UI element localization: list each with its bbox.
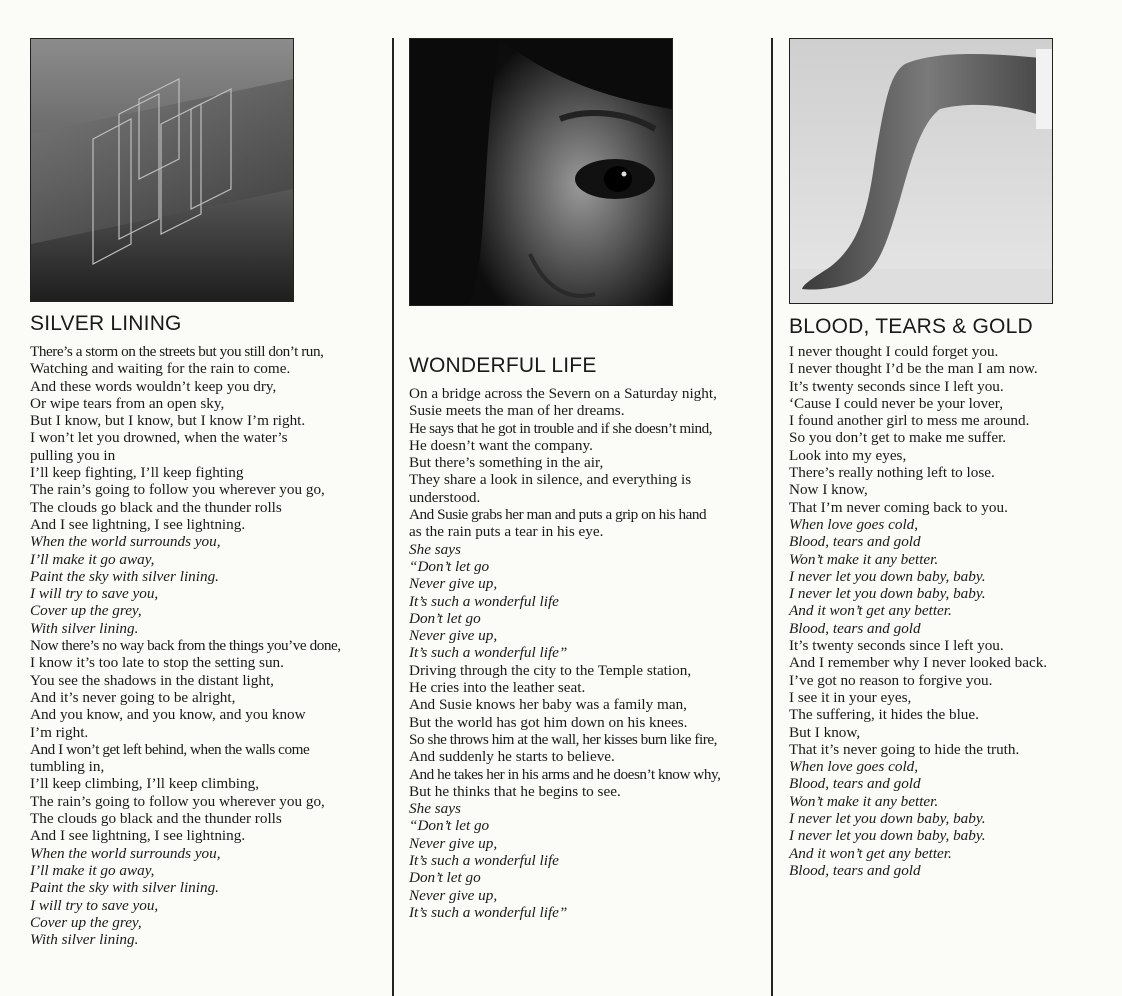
lyric-line: That I’m never coming back to you. bbox=[789, 498, 1008, 516]
lyric-line: I know it’s too late to stop the setting sun. bbox=[30, 654, 284, 672]
lyric-line: pulling you in bbox=[30, 446, 116, 464]
lyric-line: “Don’t let go bbox=[409, 817, 490, 835]
lyrics-block bbox=[789, 343, 1047, 879]
lyric-line: I’ll keep fighting, I’ll keep fighting bbox=[30, 464, 244, 482]
song-title: BLOOD, TEARS & GOLD bbox=[789, 315, 1033, 338]
lyric-line: And you know, and you know, and you know bbox=[30, 706, 306, 724]
lyric-line: And I remember why I never looked back. bbox=[789, 654, 1048, 672]
lyric-line: It’s twenty seconds since I left you. bbox=[789, 637, 1004, 655]
jp-logo-artwork-icon bbox=[30, 38, 294, 302]
lyric-line: And it won’t get any better. bbox=[789, 602, 952, 620]
lyric-line: There’s a storm on the streets but you still don’t run, bbox=[30, 343, 324, 360]
lyric-line: When love goes cold, bbox=[789, 515, 919, 533]
lyric-line: Watching and waiting for the rain to come. bbox=[30, 360, 291, 378]
lyric-line: Now there’s no way back from the things you’ve done, bbox=[30, 637, 341, 655]
lyric-line: It’s twenty seconds since I left you. bbox=[789, 377, 1004, 395]
lyric-line: He cries into the leather seat. bbox=[409, 679, 586, 697]
lyric-line: Paint the sky with silver lining. bbox=[30, 567, 219, 585]
lyric-line: And Susie grabs her man and puts a grip on his hand bbox=[409, 506, 707, 524]
lyric-line: The rain’s going to follow you wherever you go, bbox=[30, 481, 325, 499]
lyric-line: So you don’t get to make me suffer. bbox=[789, 429, 1007, 447]
lyric-line: I never let you down baby, baby. bbox=[789, 567, 986, 585]
lyric-line: Never give up, bbox=[409, 575, 498, 593]
lyric-line: You see the shadows in the distant light, bbox=[30, 671, 274, 689]
lyric-line: So she throws him at the wall, her kisses burn like fire, bbox=[409, 730, 717, 748]
lyric-line: Cover up the grey, bbox=[30, 913, 142, 931]
lyric-line: I never thought I’d be the man I am now. bbox=[789, 360, 1038, 378]
lyric-line: The clouds go black and the thunder rolls bbox=[30, 810, 282, 828]
lyric-line: And suddenly he starts to believe. bbox=[409, 748, 615, 766]
lyric-line: I never let you down baby, baby. bbox=[789, 585, 986, 603]
face-closeup-photo-icon bbox=[409, 38, 673, 306]
lyric-line: It’s such a wonderful life bbox=[409, 852, 559, 870]
lyric-line: I never let you down baby, baby. bbox=[789, 810, 986, 828]
lyric-line: And these words wouldn’t keep you dry, bbox=[30, 377, 277, 395]
lyric-line: I will try to save you, bbox=[30, 896, 159, 914]
lyric-line: I found another girl to mess me around. bbox=[789, 412, 1030, 430]
lyric-line: Driving through the city to the Temple station, bbox=[409, 661, 692, 679]
lyric-line: But I know, bbox=[789, 723, 861, 741]
lyric-line: He doesn’t want the company. bbox=[409, 436, 593, 454]
leg-photo-icon bbox=[789, 38, 1053, 304]
lyric-line: Paint the sky with silver lining. bbox=[30, 879, 219, 897]
lyric-line: But there’s something in the air, bbox=[409, 454, 604, 472]
column-divider bbox=[771, 38, 773, 996]
lyric-line: Won’t make it any better. bbox=[789, 550, 939, 568]
lyric-line: With silver lining. bbox=[30, 619, 139, 637]
lyric-line: Won’t make it any better. bbox=[789, 792, 939, 810]
lyric-line: tumbling in, bbox=[30, 758, 105, 776]
lyric-line: understood. bbox=[409, 488, 481, 506]
column-divider bbox=[392, 38, 394, 996]
lyric-line: Don’t let go bbox=[409, 869, 481, 887]
lyric-line: I’ll make it go away, bbox=[30, 550, 155, 568]
lyric-line: as the rain puts a tear in his eye. bbox=[409, 523, 604, 541]
lyric-line: “Don’t let go bbox=[409, 557, 490, 575]
song-title: WONDERFUL LIFE bbox=[409, 354, 597, 377]
lyrics-block bbox=[30, 343, 341, 948]
lyric-line: Or wipe tears from an open sky, bbox=[30, 394, 225, 412]
lyric-line: Blood, tears and gold bbox=[789, 775, 921, 793]
lyric-line: Blood, tears and gold bbox=[789, 619, 921, 637]
lyric-line: And Susie knows her baby was a family man, bbox=[409, 696, 687, 714]
lyric-line: And he takes her in his arms and he doesn’t know why, bbox=[409, 765, 721, 783]
lyric-line: I won’t let you drowned, when the water’s bbox=[30, 429, 288, 447]
lyric-line: I’ll make it go away, bbox=[30, 861, 155, 879]
lyric-line: When love goes cold, bbox=[789, 758, 919, 776]
lyric-line: But he thinks that he begins to see. bbox=[409, 782, 621, 800]
lyric-line: And I see lightning, I see lightning. bbox=[30, 827, 246, 845]
lyric-line: That it’s never going to hide the truth. bbox=[789, 740, 1020, 758]
lyric-line: Look into my eyes, bbox=[789, 446, 907, 464]
lyric-line: I will try to save you, bbox=[30, 585, 159, 603]
lyric-line: When the world surrounds you, bbox=[30, 533, 221, 551]
song-title: SILVER LINING bbox=[30, 312, 182, 335]
lyric-line: There’s really nothing left to lose. bbox=[789, 464, 995, 482]
lyric-line: The suffering, it hides the blue. bbox=[789, 706, 979, 724]
lyric-line: I never thought I could forget you. bbox=[789, 343, 999, 360]
lyric-line: And it won’t get any better. bbox=[789, 844, 952, 862]
lyric-line: Susie meets the man of her dreams. bbox=[409, 402, 625, 420]
lyric-line: Cover up the grey, bbox=[30, 602, 142, 620]
lyric-line: But I know, but I know, but I know I’m right. bbox=[30, 412, 306, 430]
lyric-line: Never give up, bbox=[409, 886, 498, 904]
lyric-line: The rain’s going to follow you wherever you go, bbox=[30, 792, 325, 810]
lyric-line: I’ll keep climbing, I’ll keep climbing, bbox=[30, 775, 260, 793]
lyric-line: Never give up, bbox=[409, 627, 498, 645]
lyric-line: And I see lightning, I see lightning. bbox=[30, 515, 246, 533]
lyric-line: ‘Cause I could never be your lover, bbox=[789, 394, 1004, 412]
lyric-line: And I won’t get left behind, when the walls come bbox=[30, 740, 310, 758]
lyric-line: He says that he got in trouble and if she doesn’t mind, bbox=[409, 419, 713, 437]
lyric-line: And it’s never going to be alright, bbox=[30, 688, 236, 706]
lyric-line: She says bbox=[409, 540, 461, 558]
lyric-line: Now I know, bbox=[789, 481, 868, 499]
lyric-line: Blood, tears and gold bbox=[789, 861, 921, 879]
lyric-line: It’s such a wonderful life” bbox=[409, 644, 568, 662]
lyric-line: I never let you down baby, baby. bbox=[789, 827, 986, 845]
lyric-line: I see it in your eyes, bbox=[789, 688, 912, 706]
lyric-line: But the world has got him down on his knees. bbox=[409, 713, 688, 731]
lyric-line: Blood, tears and gold bbox=[789, 533, 921, 551]
lyric-line: On a bridge across the Severn on a Saturday night, bbox=[409, 385, 717, 402]
lyric-line: When the world surrounds you, bbox=[30, 844, 221, 862]
lyrics-block bbox=[409, 385, 720, 921]
lyric-line: Never give up, bbox=[409, 834, 498, 852]
lyric-line: I’m right. bbox=[30, 723, 89, 741]
lyric-line: It’s such a wonderful life bbox=[409, 592, 559, 610]
lyric-line: I’ve got no reason to forgive you. bbox=[789, 671, 993, 689]
lyric-line: Don’t let go bbox=[409, 609, 481, 627]
lyric-line: The clouds go black and the thunder rolls bbox=[30, 498, 282, 516]
lyric-line: They share a look in silence, and everything is bbox=[409, 471, 692, 489]
lyric-line: She says bbox=[409, 800, 461, 818]
lyric-line: With silver lining. bbox=[30, 931, 139, 949]
lyric-line: It’s such a wonderful life” bbox=[409, 903, 568, 921]
